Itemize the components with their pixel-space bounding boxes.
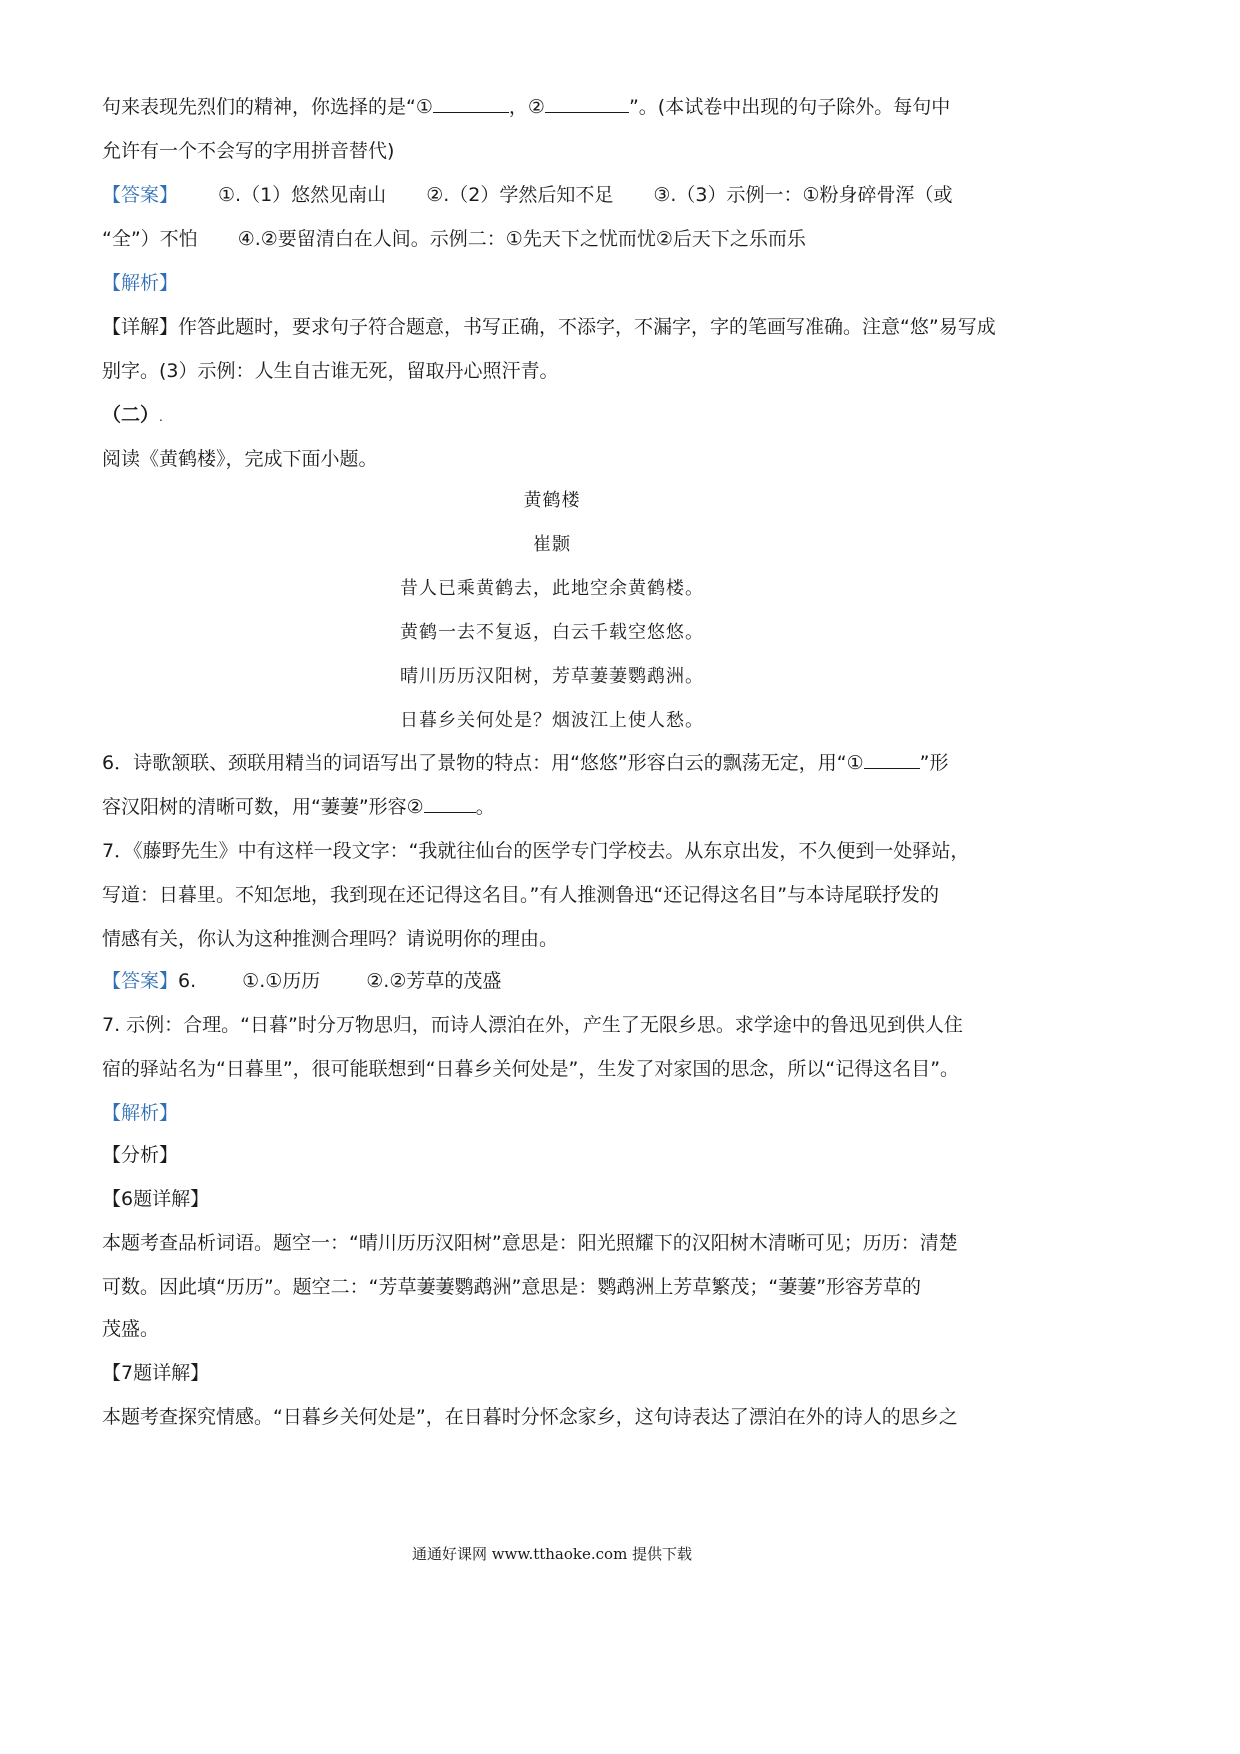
poem-line: 日暮乡关何处是？烟波江上使人愁。 (400, 710, 704, 731)
poem-line: 黄鹤一去不复返，白云千载空悠悠。 (400, 622, 704, 643)
answer-item: ①.①历历 (242, 970, 321, 992)
answer-blank (545, 94, 629, 113)
q7-detail-heading: 【7题详解】 (102, 1362, 210, 1384)
answer-item: ④.②要留清白在人间。示例二：①先天下之忧而忧②后天下之乐而乐 (237, 228, 806, 250)
dot: . (159, 410, 163, 424)
answer-line (102, 180, 1012, 210)
question-line (102, 92, 1012, 122)
reading-prompt: 阅读《黄鹤楼》，完成下面小题。 (102, 448, 378, 470)
answer-item: 6. (178, 970, 197, 992)
section-number: （二） (102, 404, 160, 426)
answer-item: ②.②芳草的茂盛 (366, 970, 502, 992)
question-7: 7．《藤野先生》中有这样一段文字：“我就往仙台的医学专门学校去。从东京出发，不久便到一处驿站， (102, 840, 970, 862)
answer-line (102, 224, 1012, 254)
question-6 (102, 748, 1012, 778)
question-line: 允许有一个不会写的字用拼音替代) (102, 140, 395, 162)
answer-item: ③.（3）示例一：①粉身碎骨浑（或 (653, 184, 953, 206)
detail-line: 可数。因此填“历历”。题空二：“芳草萋萋鹦鹉洲”意思是：鹦鹉洲上芳草繁茂；“萋萋”形容芳草的 (102, 1276, 922, 1298)
text: 6．诗歌颔联、颈联用精当的词语写出了景物的特点：用“悠悠”形容白云的飘荡无定，用“① (102, 752, 864, 774)
answer-blank (424, 794, 476, 813)
answer-line: 宿的驿站名为“日暮里”，很可能联想到“日暮乡关何处是”，生发了对家国的思念，所以“记得这名目”。 (102, 1058, 960, 1080)
text: ，② (508, 96, 545, 118)
answer-blank (433, 94, 509, 113)
poem-line: 昔人已乘黄鹤去，此地空余黄鹤楼。 (400, 578, 704, 599)
text: 容汉阳树的清晰可数，用“萋萋”形容② (102, 796, 424, 818)
text: ”。(本试卷中出现的句子除外。每句中 (628, 96, 951, 118)
text: 。 (475, 796, 495, 818)
detail-line: 【详解】作答此题时，要求句子符合题意，书写正确，不添字，不漏字，字的笔画写准确。注意“悠”易写成 (102, 316, 996, 338)
answer-item: ①.（1）悠然见南山 (218, 184, 387, 206)
poem-line: 晴川历历汉阳树，芳草萋萋鹦鹉洲。 (400, 666, 704, 687)
text: 句来表现先烈们的精神，你选择的是“① (102, 96, 433, 118)
detail-line: 茂盛。 (102, 1318, 160, 1340)
detail-line: 本题考查品析词语。题空一：“晴川历历汉阳树”意思是：阳光照耀下的汉阳树木清晰可见；历历：清楚 (102, 1232, 958, 1254)
analysis-tag: 【解析】 (102, 1102, 179, 1124)
question-6 (102, 792, 1012, 822)
text: ”形 (919, 752, 949, 774)
question-7: 情感有关，你认为这种推测合理吗？请说明你的理由。 (102, 928, 559, 950)
analysis-tag: 【解析】 (102, 272, 179, 294)
poem-author: 崔颢 (533, 534, 571, 555)
answer-line: 7. 示例：合理。“日暮”时分万物思归，而诗人漂泊在外，产生了无限乡思。求学途中的鲁迅见到供人住 (102, 1014, 963, 1036)
analysis-heading: 【分析】 (102, 1144, 179, 1166)
detail-line: 别字。(3）示例：人生自古谁无死，留取丹心照汗青。 (102, 360, 559, 382)
answer-tag: 【答案】 (102, 970, 179, 992)
q6-detail-heading: 【6题详解】 (102, 1188, 210, 1210)
detail-line: 本题考查探究情感。“日暮乡关何处是”，在日暮时分怀念家乡，这句诗表达了漂泊在外的诗人的思乡之 (102, 1406, 958, 1428)
page-footer: 通通好课网 www.tthaoke.com 提供下载 (411, 1545, 693, 1563)
answer-blank (864, 750, 920, 769)
answer-item: “全”）不怕 (102, 228, 198, 250)
answer-item: ②.（2）学然后知不足 (426, 184, 614, 206)
question-7: 写道：日暮里。不知怎地，我到现在还记得这名目。”有人推测鲁迅“还记得这名目”与本诗尾联抒发的 (102, 884, 940, 906)
section-heading (102, 400, 1012, 432)
poem-title: 黄鹤楼 (523, 490, 581, 511)
answer-line (102, 966, 1012, 996)
answer-tag: 【答案】 (102, 184, 179, 206)
